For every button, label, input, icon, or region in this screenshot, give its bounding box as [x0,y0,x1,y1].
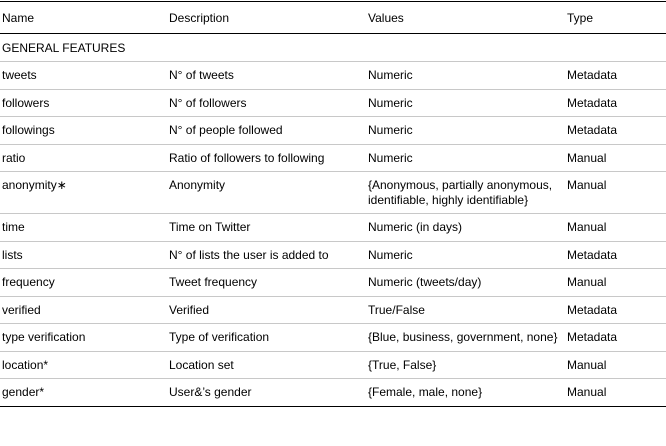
column-header-values: Values [368,11,404,25]
table-row [0,144,666,172]
feature-values: Numeric [368,95,413,110]
feature-type: Metadata [567,247,618,262]
feature-values: {Blue, business, government, none} [368,330,558,344]
feature-name: tweets [2,68,37,82]
table-row [0,89,666,117]
feature-values: Numeric [368,68,413,82]
table-header [0,2,666,34]
header-row [0,2,666,34]
feature-name: location* [2,357,49,372]
feature-description: Type of verification [169,330,270,344]
feature-description: Anonymity [169,178,226,192]
feature-name: gender* [2,385,45,399]
feature-description: Time on Twitter [169,220,251,234]
feature-type: Metadata [567,302,618,317]
feature-values: Numeric [368,150,413,165]
feature-description: N° of people followed [169,123,283,137]
table-row [0,324,666,352]
feature-type: Manual [567,385,607,399]
table-row [0,351,666,379]
table-row [0,214,666,242]
feature-description: N° of lists the user is added to [169,247,329,262]
table-row [0,241,666,269]
feature-values: {Anonymous, partially anonymous, identifiable, highly identifiable} [368,178,553,207]
table-row [0,62,666,90]
feature-name: ratio [2,150,26,165]
table-row [0,269,666,297]
feature-values: {Female, male, none} [368,385,483,399]
feature-type: Metadata [567,68,618,82]
feature-type: Metadata [567,330,618,344]
feature-values: {True, False} [368,357,437,372]
feature-type: Metadata [567,123,618,137]
feature-description: N° of tweets [169,68,234,82]
column-header-description: Description [169,11,230,25]
feature-values: Numeric (in days) [368,220,463,234]
feature-type: Manual [567,150,607,165]
feature-type: Manual [567,178,607,192]
feature-values: True/False [368,302,425,317]
feature-description: N° of followers [169,95,247,110]
features-table [0,1,666,407]
feature-description: Ratio of followers to following [169,150,325,165]
feature-name: frequency [2,275,55,289]
section-label: GENERAL FEATURES [2,40,126,55]
column-header-type: Type [567,11,594,25]
feature-name: lists [2,247,23,262]
feature-type: Manual [567,220,607,234]
feature-values: Numeric [368,123,413,137]
column-header-name: Name [2,11,35,25]
feature-name: verified [2,302,41,317]
table-body [0,33,666,406]
feature-values: Numeric (tweets/day) [368,275,482,289]
feature-description: Verified [169,302,210,317]
table-row [0,172,666,214]
feature-name: time [2,220,25,234]
feature-description: User&’s gender [169,385,252,399]
feature-values: Numeric [368,247,413,262]
feature-description: Location set [169,357,234,372]
feature-type: Manual [567,275,607,289]
feature-name: type verification [2,330,86,344]
table-row [0,379,666,407]
section-row-general-features [0,33,666,62]
feature-name: followings [2,123,55,137]
feature-type: Manual [567,357,607,372]
feature-type: Metadata [567,95,618,110]
feature-name: followers [2,95,50,110]
feature-name: anonymity∗ [2,178,67,192]
table-row [0,296,666,324]
table-row [0,117,666,145]
feature-description: Tweet frequency [169,275,258,289]
